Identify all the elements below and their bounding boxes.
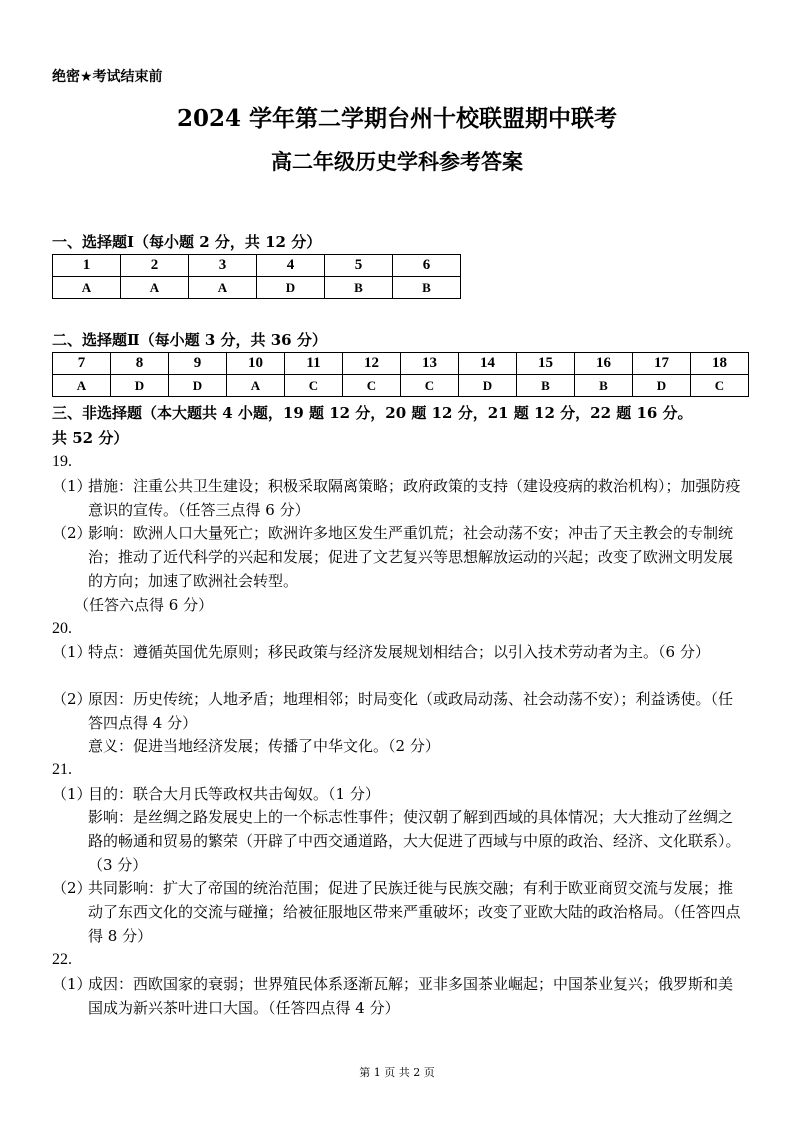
table-cell: 7 bbox=[53, 353, 111, 375]
part-text: 措施：注重公共卫生建设；积极采取隔离策略；政府政策的支持（建设疫病的救治机构）；加强防疫意识的宣传。（任答三点得 6 分） bbox=[88, 477, 741, 519]
table-cell: B bbox=[517, 375, 575, 397]
table-cell: B bbox=[575, 375, 633, 397]
question-number-20: 20. bbox=[52, 620, 72, 637]
table-cell: 16 bbox=[575, 353, 633, 375]
part-label: （2） bbox=[52, 690, 92, 708]
table-row-numbers bbox=[53, 255, 461, 277]
section3-heading-line2: 共 52 分） bbox=[52, 429, 129, 447]
q19-part1 bbox=[52, 474, 742, 522]
table-cell: D bbox=[169, 375, 227, 397]
document-subtitle: 高二年级历史学科参考答案 bbox=[271, 149, 523, 174]
table-cell: 1 bbox=[53, 255, 121, 277]
section1-heading: 一、选择题Ⅰ（每小题 2 分，共 12 分） bbox=[52, 233, 322, 251]
q20-part2 bbox=[52, 687, 742, 735]
table-cell: C bbox=[285, 375, 343, 397]
question-number-21: 21. bbox=[52, 761, 72, 778]
part-text: 成因：西欧国家的衰弱；世界殖民体系逐渐瓦解；亚非多国茶业崛起；中国茶业复兴；俄罗斯和美国成为新兴茶叶进口大国。（任答四点得 4 分） bbox=[88, 975, 734, 1017]
table-row-answers bbox=[53, 277, 461, 299]
q19-part2-score: （任答六点得 6 分） bbox=[74, 596, 214, 614]
table-cell: 17 bbox=[633, 353, 691, 375]
table-cell: D bbox=[459, 375, 517, 397]
table-cell: A bbox=[189, 277, 257, 299]
question-number-19: 19. bbox=[52, 453, 72, 470]
table-cell: D bbox=[633, 375, 691, 397]
q19-part2 bbox=[52, 521, 742, 593]
part-text: 原因：历史传统；人地矛盾；地理相邻；时局变化（或政局动荡、社会动荡不安）；利益诱使。（任答四点得 4 分） bbox=[88, 690, 734, 732]
section2-heading: 二、选择题Ⅱ（每小题 3 分，共 36 分） bbox=[52, 331, 327, 349]
part-label: （1） bbox=[52, 785, 92, 803]
q21-part1 bbox=[52, 782, 742, 806]
table-cell: B bbox=[393, 277, 461, 299]
table-cell: 5 bbox=[325, 255, 393, 277]
table-cell: A bbox=[227, 375, 285, 397]
table-cell: 6 bbox=[393, 255, 461, 277]
table-cell: A bbox=[53, 375, 111, 397]
table-cell: 3 bbox=[189, 255, 257, 277]
part-label: （1） bbox=[52, 477, 92, 495]
table-cell: 4 bbox=[257, 255, 325, 277]
q21-part2 bbox=[52, 876, 742, 948]
table-row-numbers bbox=[53, 353, 749, 375]
part-label: （2） bbox=[52, 879, 92, 897]
answer-table-2 bbox=[52, 352, 749, 397]
table-cell: 10 bbox=[227, 353, 285, 375]
table-cell: B bbox=[325, 277, 393, 299]
section3-heading-line1: 三、非选择题（本大题共 4 小题，19 题 12 分，20 题 12 分，21 题 12 分，22 题 16 分。 bbox=[52, 404, 693, 422]
document-title: 2024 学年第二学期台州十校联盟期中联考 bbox=[176, 105, 618, 132]
part-label: （1） bbox=[52, 975, 92, 993]
table-cell: 9 bbox=[169, 353, 227, 375]
table-cell: C bbox=[343, 375, 401, 397]
table-cell: C bbox=[691, 375, 749, 397]
table-cell: 13 bbox=[401, 353, 459, 375]
table-row-answers bbox=[53, 375, 749, 397]
table-cell: 11 bbox=[285, 353, 343, 375]
answer-table-1 bbox=[52, 254, 461, 299]
part-text: 影响：欧洲人口大量死亡；欧洲许多地区发生严重饥荒；社会动荡不安；冲击了天主教会的专制统治；推动了近代科学的兴起和发展；促进了文艺复兴等思想解放运动的兴起；改变了欧洲文明发展的方向；加速了欧洲社会转型。 bbox=[88, 524, 734, 590]
table-cell: 18 bbox=[691, 353, 749, 375]
part-label: （1） bbox=[52, 643, 92, 661]
page-number: 第 1 页 共 2 页 bbox=[359, 1066, 435, 1079]
table-cell: D bbox=[111, 375, 169, 397]
table-cell: 14 bbox=[459, 353, 517, 375]
table-cell: A bbox=[53, 277, 121, 299]
part-text: 共同影响：扩大了帝国的统治范围；促进了民族迁徙与民族交融；有利于欧亚商贸交流与发展；推动了东西文化的交流与碰撞；给被征服地区带来严重破坏；改变了亚欧大陆的政治格局。（任答四点得 8 分） bbox=[88, 879, 741, 945]
part-text: 特点：遵循英国优先原则；移民政策与经济发展规划相结合；以引入技术劳动者为主。（6 分） bbox=[88, 643, 710, 661]
part-text: 目的：联合大月氏等政权共击匈奴。（1 分） bbox=[88, 785, 380, 803]
q21-part1-impact: 影响：是丝绸之路发展史上的一个标志性事件；使汉朝了解到西域的具体情况；大大推动了丝绸之路的畅通和贸易的繁荣（开辟了中西交通道路，大大促进了西域与中原的政治、经济、文化联系）。（3 分） bbox=[88, 808, 741, 874]
table-cell: 15 bbox=[517, 353, 575, 375]
q22-part1 bbox=[52, 972, 742, 1020]
question-number-22: 22. bbox=[52, 951, 72, 968]
table-cell: 8 bbox=[111, 353, 169, 375]
table-cell: 2 bbox=[121, 255, 189, 277]
part-label: （2） bbox=[52, 524, 92, 542]
table-cell: 12 bbox=[343, 353, 401, 375]
confidential-label: 绝密★考试结束前 bbox=[52, 69, 163, 85]
q20-part1 bbox=[52, 640, 742, 664]
q20-part2-significance: 意义：促进当地经济发展；传播了中华文化。（2 分） bbox=[88, 737, 440, 755]
table-cell: C bbox=[401, 375, 459, 397]
table-cell: A bbox=[121, 277, 189, 299]
table-cell: D bbox=[257, 277, 325, 299]
